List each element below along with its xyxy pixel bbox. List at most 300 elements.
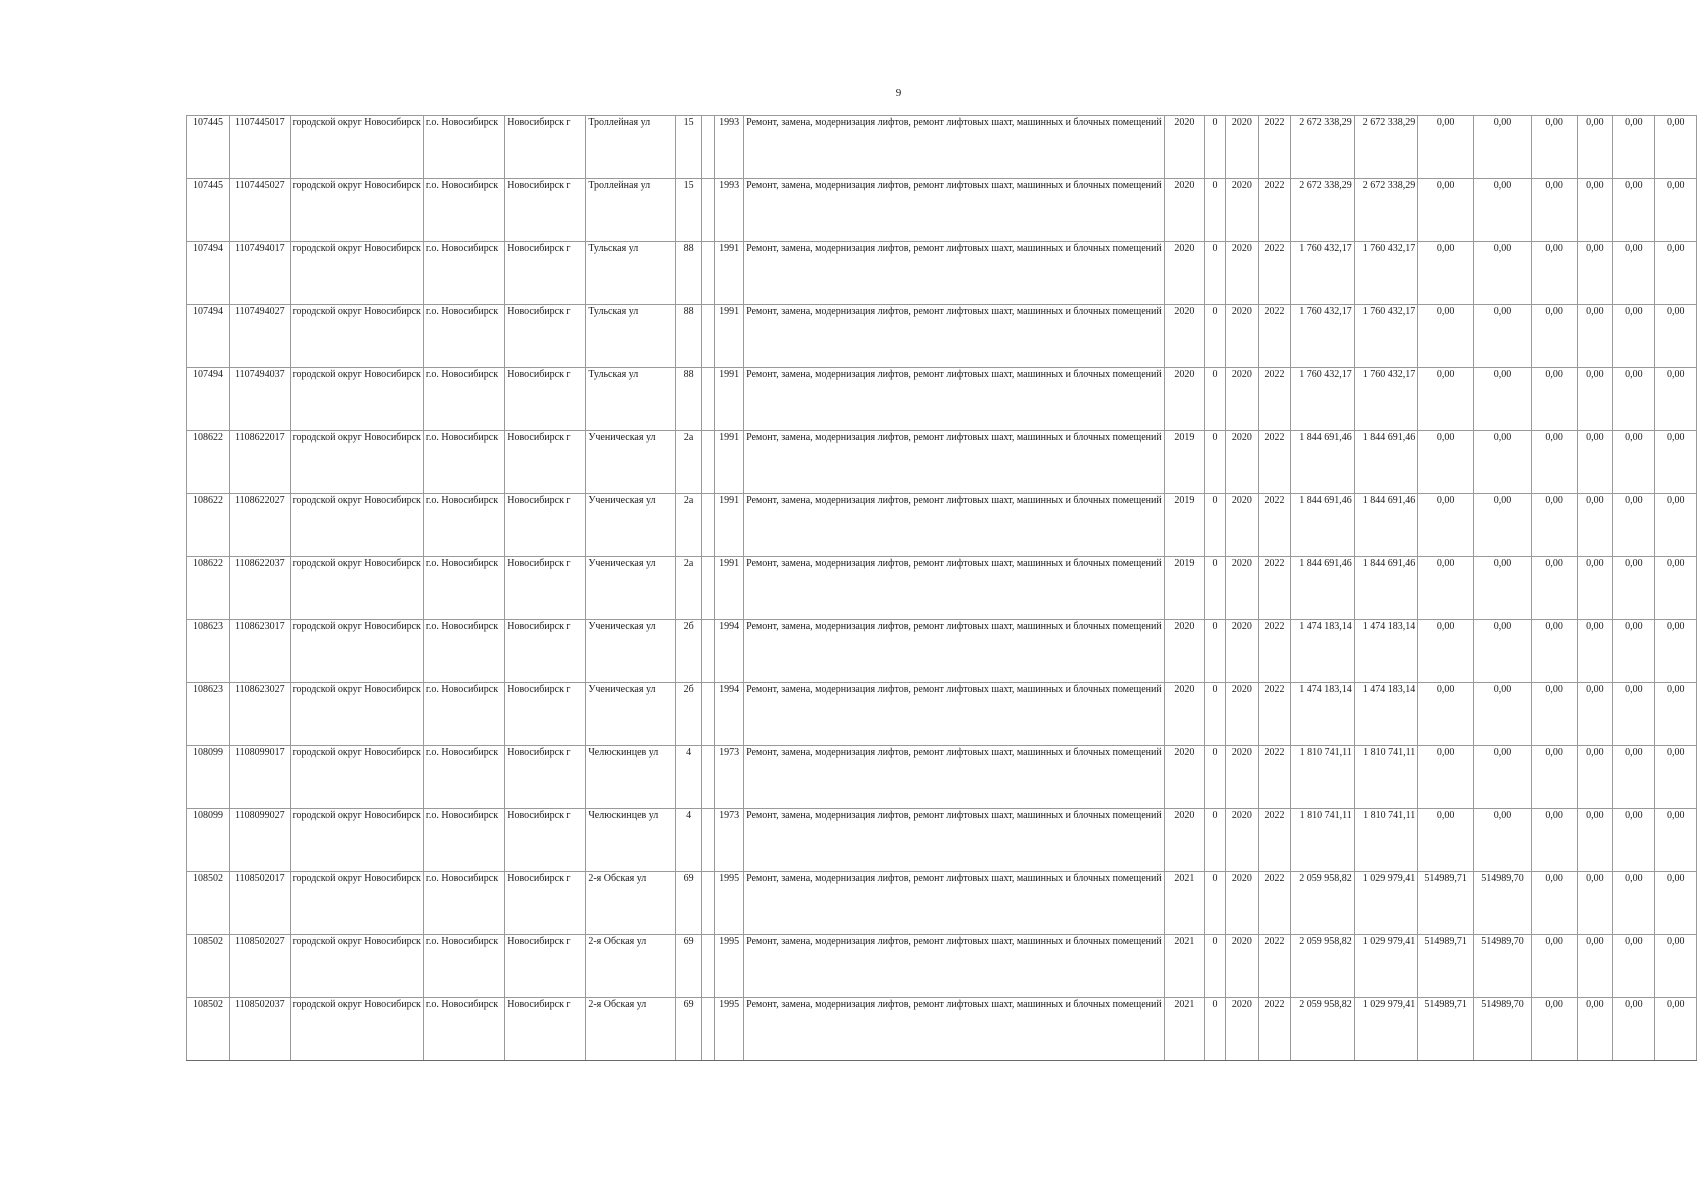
cell-col-zero: 0 — [1205, 368, 1226, 431]
cell-end-year: 2022 — [1258, 935, 1291, 998]
cell-settlement: Новосибирск г — [505, 872, 586, 935]
cell-house-number: 88 — [676, 368, 702, 431]
cell-municipal-district: г.о. Новосибирск — [423, 494, 504, 557]
cell-cost-source-5: 0,00 — [1577, 746, 1613, 809]
cell-building — [702, 683, 715, 746]
cell-cost-source-1: 1 810 741,11 — [1354, 746, 1417, 809]
table-row — [187, 431, 1697, 494]
cell-end-year: 2022 — [1258, 620, 1291, 683]
table-row — [187, 935, 1697, 998]
table-row — [187, 746, 1697, 809]
cell-house-number: 69 — [676, 872, 702, 935]
cell-year-built: 1973 — [715, 746, 744, 809]
cell-settlement: Новосибирск г — [505, 746, 586, 809]
table-row — [187, 179, 1697, 242]
cell-col-zero: 0 — [1205, 809, 1226, 872]
cell-house-id: 107445 — [187, 179, 230, 242]
cell-house-id: 108099 — [187, 809, 230, 872]
cell-cost-source-2: 0,00 — [1418, 305, 1474, 368]
cell-end-year: 2022 — [1258, 179, 1291, 242]
cell-cost-source-4: 0,00 — [1531, 557, 1577, 620]
cell-cost-source-1: 1 029 979,41 — [1354, 998, 1417, 1061]
cell-cost-source-7: 0,00 — [1655, 557, 1697, 620]
cell-cost-source-7: 0,00 — [1655, 368, 1697, 431]
cell-house-id: 108502 — [187, 872, 230, 935]
cell-house-id: 108622 — [187, 431, 230, 494]
cell-building — [702, 620, 715, 683]
cell-cost-source-5: 0,00 — [1577, 683, 1613, 746]
cell-settlement: Новосибирск г — [505, 494, 586, 557]
cell-cost-source-7: 0,00 — [1655, 998, 1697, 1061]
cell-cost-source-6: 0,00 — [1613, 179, 1655, 242]
cell-settlement: Новосибирск г — [505, 242, 586, 305]
cell-cost-source-6: 0,00 — [1613, 494, 1655, 557]
cell-municipality: городской округ Новосибирск — [290, 116, 423, 179]
cell-col-zero: 0 — [1205, 431, 1226, 494]
cell-street: Троллейная ул — [586, 116, 676, 179]
cell-cost-source-4: 0,00 — [1531, 368, 1577, 431]
table-row — [187, 809, 1697, 872]
cell-settlement: Новосибирск г — [505, 683, 586, 746]
cell-work-type: Ремонт, замена, модернизация лифтов, ремонт лифтовых шахт, машинных и блочных помещений — [744, 746, 1165, 809]
cell-cost-source-2: 0,00 — [1418, 368, 1474, 431]
cell-cost-source-7: 0,00 — [1655, 116, 1697, 179]
cell-year-built: 1993 — [715, 116, 744, 179]
cell-settlement: Новосибирск г — [505, 620, 586, 683]
cell-street: Тульская ул — [586, 242, 676, 305]
cell-municipal-district: г.о. Новосибирск — [423, 305, 504, 368]
cell-house-number: 2а — [676, 557, 702, 620]
cell-settlement: Новосибирск г — [505, 179, 586, 242]
cell-cost-source-4: 0,00 — [1531, 998, 1577, 1061]
cell-municipality: городской округ Новосибирск — [290, 305, 423, 368]
registry-table — [186, 115, 1697, 1061]
table-row — [187, 494, 1697, 557]
cell-house-id: 108099 — [187, 746, 230, 809]
cell-municipality: городской округ Новосибирск — [290, 746, 423, 809]
cell-cost-source-5: 0,00 — [1577, 305, 1613, 368]
cell-cost-source-6: 0,00 — [1613, 872, 1655, 935]
cell-building — [702, 305, 715, 368]
cell-settlement: Новосибирск г — [505, 809, 586, 872]
cell-plan-year: 2020 — [1164, 242, 1204, 305]
cell-plan-year: 2020 — [1164, 746, 1204, 809]
cell-cost-source-6: 0,00 — [1613, 368, 1655, 431]
cell-cost-source-6: 0,00 — [1613, 746, 1655, 809]
cell-record-id: 1108502017 — [230, 872, 291, 935]
cell-end-year: 2022 — [1258, 557, 1291, 620]
cell-plan-year: 2019 — [1164, 431, 1204, 494]
cell-cost-source-5: 0,00 — [1577, 557, 1613, 620]
cell-total-cost: 2 059 958,82 — [1291, 935, 1354, 998]
cell-cost-source-3: 0,00 — [1474, 557, 1532, 620]
cell-municipality: городской округ Новосибирск — [290, 683, 423, 746]
cell-year-built: 1991 — [715, 431, 744, 494]
cell-cost-source-4: 0,00 — [1531, 935, 1577, 998]
cell-year-built: 1991 — [715, 305, 744, 368]
cell-total-cost: 1 760 432,17 — [1291, 368, 1354, 431]
cell-cost-source-3: 0,00 — [1474, 242, 1532, 305]
cell-municipality: городской округ Новосибирск — [290, 935, 423, 998]
cell-building — [702, 746, 715, 809]
cell-building — [702, 179, 715, 242]
cell-house-id: 107494 — [187, 242, 230, 305]
cell-total-cost: 2 672 338,29 — [1291, 179, 1354, 242]
cell-col-zero: 0 — [1205, 116, 1226, 179]
cell-municipality: городской округ Новосибирск — [290, 368, 423, 431]
cell-cost-source-3: 514989,70 — [1474, 872, 1532, 935]
cell-cost-source-6: 0,00 — [1613, 305, 1655, 368]
cell-cost-source-3: 0,00 — [1474, 179, 1532, 242]
cell-settlement: Новосибирск г — [505, 116, 586, 179]
cell-total-cost: 1 810 741,11 — [1291, 746, 1354, 809]
cell-cost-source-6: 0,00 — [1613, 998, 1655, 1061]
cell-record-id: 1108502027 — [230, 935, 291, 998]
cell-settlement: Новосибирск г — [505, 368, 586, 431]
cell-record-id: 1107494037 — [230, 368, 291, 431]
cell-house-number: 15 — [676, 116, 702, 179]
cell-plan-year: 2020 — [1164, 620, 1204, 683]
cell-building — [702, 494, 715, 557]
cell-year-built: 1973 — [715, 809, 744, 872]
cell-plan-year: 2020 — [1164, 305, 1204, 368]
cell-cost-source-1: 1 810 741,11 — [1354, 809, 1417, 872]
cell-start-year: 2020 — [1226, 998, 1259, 1061]
cell-cost-source-7: 0,00 — [1655, 431, 1697, 494]
table-row — [187, 998, 1697, 1061]
cell-total-cost: 1 844 691,46 — [1291, 431, 1354, 494]
cell-municipal-district: г.о. Новосибирск — [423, 998, 504, 1061]
cell-house-id: 107494 — [187, 305, 230, 368]
cell-cost-source-4: 0,00 — [1531, 683, 1577, 746]
cell-cost-source-2: 514989,71 — [1418, 872, 1474, 935]
cell-start-year: 2020 — [1226, 557, 1259, 620]
cell-cost-source-2: 0,00 — [1418, 116, 1474, 179]
cell-house-id: 108623 — [187, 620, 230, 683]
cell-end-year: 2022 — [1258, 368, 1291, 431]
cell-plan-year: 2020 — [1164, 179, 1204, 242]
cell-settlement: Новосибирск г — [505, 305, 586, 368]
cell-plan-year: 2019 — [1164, 557, 1204, 620]
cell-street: Ученическая ул — [586, 557, 676, 620]
cell-cost-source-1: 1 474 183,14 — [1354, 683, 1417, 746]
cell-record-id: 1108099027 — [230, 809, 291, 872]
cell-municipality: городской округ Новосибирск — [290, 620, 423, 683]
cell-street: Троллейная ул — [586, 179, 676, 242]
cell-year-built: 1991 — [715, 494, 744, 557]
cell-work-type: Ремонт, замена, модернизация лифтов, ремонт лифтовых шахт, машинных и блочных помещений — [744, 494, 1165, 557]
cell-municipality: городской округ Новосибирск — [290, 872, 423, 935]
cell-cost-source-4: 0,00 — [1531, 872, 1577, 935]
cell-col-zero: 0 — [1205, 494, 1226, 557]
cell-house-number: 88 — [676, 242, 702, 305]
cell-year-built: 1991 — [715, 368, 744, 431]
cell-municipal-district: г.о. Новосибирск — [423, 368, 504, 431]
cell-house-id: 108622 — [187, 557, 230, 620]
cell-record-id: 1107445027 — [230, 179, 291, 242]
cell-cost-source-1: 1 029 979,41 — [1354, 935, 1417, 998]
cell-building — [702, 998, 715, 1061]
cell-work-type: Ремонт, замена, модернизация лифтов, ремонт лифтовых шахт, машинных и блочных помещений — [744, 557, 1165, 620]
cell-cost-source-3: 0,00 — [1474, 368, 1532, 431]
cell-cost-source-7: 0,00 — [1655, 872, 1697, 935]
cell-building — [702, 557, 715, 620]
cell-municipality: городской округ Новосибирск — [290, 809, 423, 872]
cell-cost-source-4: 0,00 — [1531, 494, 1577, 557]
cell-municipal-district: г.о. Новосибирск — [423, 683, 504, 746]
cell-municipal-district: г.о. Новосибирск — [423, 557, 504, 620]
cell-house-id: 107445 — [187, 116, 230, 179]
cell-municipal-district: г.о. Новосибирск — [423, 242, 504, 305]
cell-cost-source-3: 0,00 — [1474, 746, 1532, 809]
cell-total-cost: 1 844 691,46 — [1291, 494, 1354, 557]
cell-cost-source-7: 0,00 — [1655, 305, 1697, 368]
cell-work-type: Ремонт, замена, модернизация лифтов, ремонт лифтовых шахт, машинных и блочных помещений — [744, 935, 1165, 998]
cell-building — [702, 872, 715, 935]
cell-year-built: 1994 — [715, 683, 744, 746]
cell-municipal-district: г.о. Новосибирск — [423, 116, 504, 179]
cell-street: Челюскинцев ул — [586, 809, 676, 872]
cell-start-year: 2020 — [1226, 305, 1259, 368]
cell-cost-source-7: 0,00 — [1655, 683, 1697, 746]
table-row — [187, 116, 1697, 179]
cell-cost-source-4: 0,00 — [1531, 431, 1577, 494]
cell-municipal-district: г.о. Новосибирск — [423, 935, 504, 998]
table-row — [187, 557, 1697, 620]
cell-total-cost: 1 474 183,14 — [1291, 683, 1354, 746]
cell-cost-source-1: 1 844 691,46 — [1354, 494, 1417, 557]
cell-cost-source-6: 0,00 — [1613, 809, 1655, 872]
cell-work-type: Ремонт, замена, модернизация лифтов, ремонт лифтовых шахт, машинных и блочных помещений — [744, 683, 1165, 746]
cell-year-built: 1991 — [715, 557, 744, 620]
cell-cost-source-5: 0,00 — [1577, 368, 1613, 431]
cell-house-id: 107494 — [187, 368, 230, 431]
cell-house-number: 2а — [676, 494, 702, 557]
cell-col-zero: 0 — [1205, 935, 1226, 998]
table-row — [187, 620, 1697, 683]
cell-street: Ученическая ул — [586, 620, 676, 683]
cell-cost-source-1: 1 029 979,41 — [1354, 872, 1417, 935]
cell-work-type: Ремонт, замена, модернизация лифтов, ремонт лифтовых шахт, машинных и блочных помещений — [744, 998, 1165, 1061]
cell-end-year: 2022 — [1258, 872, 1291, 935]
cell-cost-source-3: 0,00 — [1474, 431, 1532, 494]
cell-end-year: 2022 — [1258, 116, 1291, 179]
cell-cost-source-7: 0,00 — [1655, 179, 1697, 242]
cell-street: Ученическая ул — [586, 431, 676, 494]
cell-record-id: 1107445017 — [230, 116, 291, 179]
cell-start-year: 2020 — [1226, 116, 1259, 179]
table-row — [187, 305, 1697, 368]
cell-record-id: 1108622017 — [230, 431, 291, 494]
cell-building — [702, 242, 715, 305]
cell-start-year: 2020 — [1226, 872, 1259, 935]
cell-col-zero: 0 — [1205, 872, 1226, 935]
cell-total-cost: 1 474 183,14 — [1291, 620, 1354, 683]
cell-record-id: 1108622037 — [230, 557, 291, 620]
cell-col-zero: 0 — [1205, 179, 1226, 242]
cell-start-year: 2020 — [1226, 809, 1259, 872]
cell-house-number: 2б — [676, 620, 702, 683]
cell-end-year: 2022 — [1258, 494, 1291, 557]
cell-cost-source-5: 0,00 — [1577, 179, 1613, 242]
cell-record-id: 1108502037 — [230, 998, 291, 1061]
cell-settlement: Новосибирск г — [505, 431, 586, 494]
cell-cost-source-4: 0,00 — [1531, 242, 1577, 305]
cell-col-zero: 0 — [1205, 557, 1226, 620]
cell-cost-source-3: 0,00 — [1474, 809, 1532, 872]
cell-municipal-district: г.о. Новосибирск — [423, 809, 504, 872]
cell-cost-source-1: 1 844 691,46 — [1354, 431, 1417, 494]
cell-col-zero: 0 — [1205, 998, 1226, 1061]
cell-col-zero: 0 — [1205, 242, 1226, 305]
cell-cost-source-4: 0,00 — [1531, 620, 1577, 683]
cell-end-year: 2022 — [1258, 746, 1291, 809]
cell-municipal-district: г.о. Новосибирск — [423, 431, 504, 494]
cell-cost-source-5: 0,00 — [1577, 809, 1613, 872]
cell-cost-source-4: 0,00 — [1531, 746, 1577, 809]
cell-cost-source-1: 1 760 432,17 — [1354, 305, 1417, 368]
table-row — [187, 368, 1697, 431]
cell-record-id: 1108622027 — [230, 494, 291, 557]
cell-record-id: 1108623017 — [230, 620, 291, 683]
cell-plan-year: 2020 — [1164, 116, 1204, 179]
cell-plan-year: 2020 — [1164, 683, 1204, 746]
cell-settlement: Новосибирск г — [505, 935, 586, 998]
cell-cost-source-7: 0,00 — [1655, 494, 1697, 557]
cell-street: Ученическая ул — [586, 683, 676, 746]
cell-record-id: 1107494027 — [230, 305, 291, 368]
cell-cost-source-3: 514989,70 — [1474, 935, 1532, 998]
cell-house-number: 88 — [676, 305, 702, 368]
cell-work-type: Ремонт, замена, модернизация лифтов, ремонт лифтовых шахт, машинных и блочных помещений — [744, 809, 1165, 872]
cell-col-zero: 0 — [1205, 305, 1226, 368]
cell-municipality: городской округ Новосибирск — [290, 557, 423, 620]
cell-end-year: 2022 — [1258, 305, 1291, 368]
cell-cost-source-2: 0,00 — [1418, 242, 1474, 305]
cell-work-type: Ремонт, замена, модернизация лифтов, ремонт лифтовых шахт, машинных и блочных помещений — [744, 242, 1165, 305]
cell-cost-source-2: 0,00 — [1418, 431, 1474, 494]
cell-work-type: Ремонт, замена, модернизация лифтов, ремонт лифтовых шахт, машинных и блочных помещений — [744, 872, 1165, 935]
cell-cost-source-6: 0,00 — [1613, 935, 1655, 998]
cell-cost-source-4: 0,00 — [1531, 305, 1577, 368]
cell-cost-source-5: 0,00 — [1577, 935, 1613, 998]
cell-cost-source-3: 514989,70 — [1474, 998, 1532, 1061]
cell-cost-source-5: 0,00 — [1577, 872, 1613, 935]
cell-plan-year: 2021 — [1164, 998, 1204, 1061]
cell-municipality: городской округ Новосибирск — [290, 494, 423, 557]
cell-total-cost: 2 059 958,82 — [1291, 872, 1354, 935]
cell-cost-source-6: 0,00 — [1613, 620, 1655, 683]
cell-total-cost: 1 844 691,46 — [1291, 557, 1354, 620]
cell-house-id: 108623 — [187, 683, 230, 746]
cell-end-year: 2022 — [1258, 683, 1291, 746]
cell-year-built: 1993 — [715, 179, 744, 242]
table-row — [187, 242, 1697, 305]
cell-building — [702, 431, 715, 494]
cell-house-number: 15 — [676, 179, 702, 242]
cell-cost-source-7: 0,00 — [1655, 935, 1697, 998]
cell-cost-source-4: 0,00 — [1531, 179, 1577, 242]
cell-col-zero: 0 — [1205, 620, 1226, 683]
cell-house-number: 2б — [676, 683, 702, 746]
cell-cost-source-2: 0,00 — [1418, 494, 1474, 557]
cell-start-year: 2020 — [1226, 368, 1259, 431]
cell-year-built: 1991 — [715, 242, 744, 305]
cell-cost-source-5: 0,00 — [1577, 116, 1613, 179]
cell-col-zero: 0 — [1205, 746, 1226, 809]
cell-house-id: 108502 — [187, 935, 230, 998]
cell-plan-year: 2021 — [1164, 872, 1204, 935]
cell-work-type: Ремонт, замена, модернизация лифтов, ремонт лифтовых шахт, машинных и блочных помещений — [744, 305, 1165, 368]
cell-house-number: 69 — [676, 935, 702, 998]
cell-record-id: 1108623027 — [230, 683, 291, 746]
cell-cost-source-2: 0,00 — [1418, 557, 1474, 620]
cell-cost-source-5: 0,00 — [1577, 998, 1613, 1061]
cell-cost-source-6: 0,00 — [1613, 683, 1655, 746]
cell-cost-source-3: 0,00 — [1474, 494, 1532, 557]
cell-cost-source-2: 514989,71 — [1418, 935, 1474, 998]
cell-cost-source-1: 1 474 183,14 — [1354, 620, 1417, 683]
cell-cost-source-7: 0,00 — [1655, 809, 1697, 872]
cell-total-cost: 1 760 432,17 — [1291, 305, 1354, 368]
cell-cost-source-7: 0,00 — [1655, 242, 1697, 305]
cell-total-cost: 1 760 432,17 — [1291, 242, 1354, 305]
cell-street: 2-я Обская ул — [586, 935, 676, 998]
cell-house-number: 69 — [676, 998, 702, 1061]
cell-cost-source-6: 0,00 — [1613, 242, 1655, 305]
cell-cost-source-3: 0,00 — [1474, 683, 1532, 746]
cell-house-number: 4 — [676, 746, 702, 809]
cell-plan-year: 2019 — [1164, 494, 1204, 557]
cell-cost-source-2: 514989,71 — [1418, 998, 1474, 1061]
cell-municipality: городской округ Новосибирск — [290, 998, 423, 1061]
cell-settlement: Новосибирск г — [505, 557, 586, 620]
cell-street: 2-я Обская ул — [586, 872, 676, 935]
table-row — [187, 872, 1697, 935]
cell-cost-source-3: 0,00 — [1474, 620, 1532, 683]
cell-cost-source-5: 0,00 — [1577, 620, 1613, 683]
cell-house-number: 2а — [676, 431, 702, 494]
cell-work-type: Ремонт, замена, модернизация лифтов, ремонт лифтовых шахт, машинных и блочных помещений — [744, 368, 1165, 431]
cell-house-id: 108502 — [187, 998, 230, 1061]
cell-cost-source-5: 0,00 — [1577, 242, 1613, 305]
cell-house-id: 108622 — [187, 494, 230, 557]
cell-end-year: 2022 — [1258, 809, 1291, 872]
cell-cost-source-2: 0,00 — [1418, 620, 1474, 683]
cell-end-year: 2022 — [1258, 998, 1291, 1061]
cell-work-type: Ремонт, замена, модернизация лифтов, ремонт лифтовых шахт, машинных и блочных помещений — [744, 431, 1165, 494]
cell-street: 2-я Обская ул — [586, 998, 676, 1061]
cell-cost-source-3: 0,00 — [1474, 305, 1532, 368]
cell-cost-source-1: 1 760 432,17 — [1354, 368, 1417, 431]
cell-cost-source-2: 0,00 — [1418, 746, 1474, 809]
cell-start-year: 2020 — [1226, 935, 1259, 998]
cell-house-number: 4 — [676, 809, 702, 872]
cell-cost-source-6: 0,00 — [1613, 557, 1655, 620]
cell-start-year: 2020 — [1226, 746, 1259, 809]
cell-work-type: Ремонт, замена, модернизация лифтов, ремонт лифтовых шахт, машинных и блочных помещений — [744, 620, 1165, 683]
cell-work-type: Ремонт, замена, модернизация лифтов, ремонт лифтовых шахт, машинных и блочных помещений — [744, 116, 1165, 179]
cell-end-year: 2022 — [1258, 242, 1291, 305]
cell-start-year: 2020 — [1226, 179, 1259, 242]
cell-cost-source-2: 0,00 — [1418, 809, 1474, 872]
cell-municipality: городской округ Новосибирск — [290, 179, 423, 242]
table-row — [187, 683, 1697, 746]
cell-cost-source-1: 1 844 691,46 — [1354, 557, 1417, 620]
cell-municipal-district: г.о. Новосибирск — [423, 872, 504, 935]
cell-street: Тульская ул — [586, 368, 676, 431]
cell-year-built: 1995 — [715, 935, 744, 998]
